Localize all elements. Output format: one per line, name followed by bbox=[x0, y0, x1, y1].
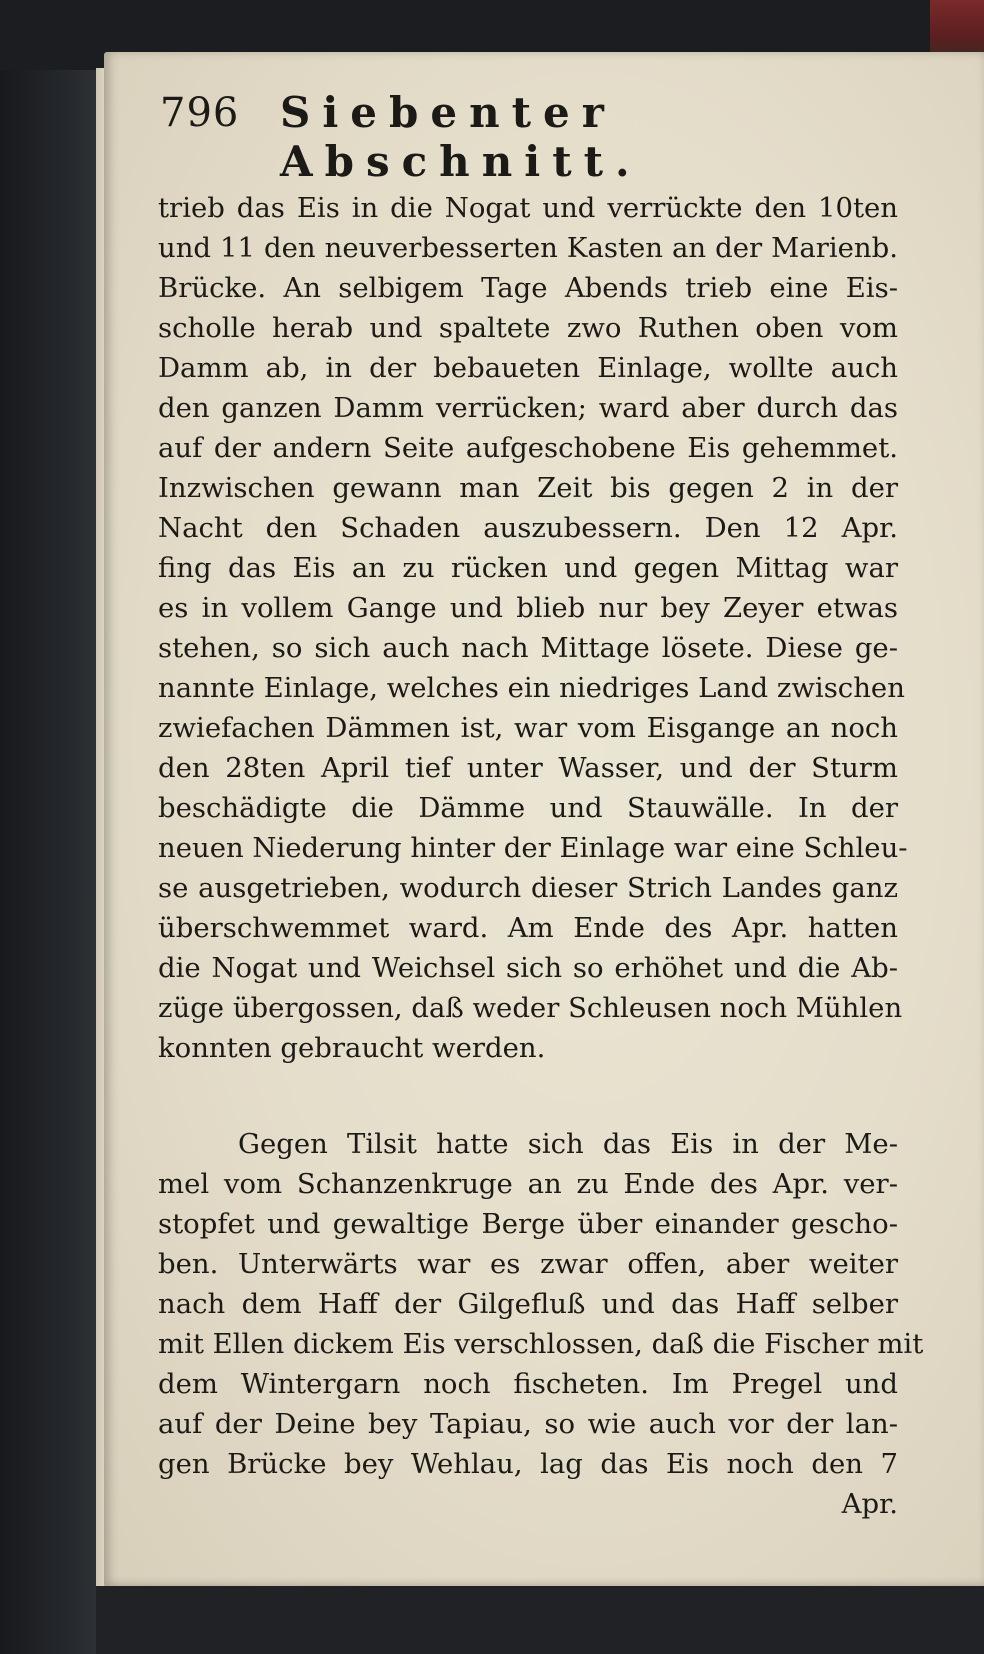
page-header bbox=[160, 78, 860, 186]
text-line: gen Brücke bey Wehlau, lag das Eis noch den 7 bbox=[158, 1448, 898, 1480]
text-line: stehen, so sich auch nach Mittage lösete. Diese ge- bbox=[158, 632, 898, 664]
text-line: überschwemmet ward. Am Ende des Apr. hatten bbox=[158, 912, 898, 944]
text-line: trieb das Eis in die Nogat und verrückte den 10ten bbox=[158, 192, 898, 224]
running-head: Siebenter Abschnitt. bbox=[280, 88, 642, 186]
text-line: neuen Niederung hinter der Einlage war eine Schleu- bbox=[158, 832, 908, 864]
paragraph-2 bbox=[158, 1124, 924, 1524]
text-line: Gegen Tilsit hatte sich das Eis in der Me- bbox=[238, 1128, 898, 1160]
text-line: fing das Eis an zu rücken und gegen Mittag war bbox=[158, 552, 898, 584]
text-line: Damm ab, in der bebaueten Einlage, wollte auch bbox=[158, 352, 898, 384]
text-line: dem Wintergarn noch fischeten. Im Pregel und bbox=[158, 1368, 898, 1400]
paragraph-1 bbox=[158, 188, 908, 1068]
text-line: zwiefachen Dämmen ist, war vom Eisgange an noch bbox=[158, 712, 898, 744]
book-cover-edge bbox=[930, 0, 984, 60]
text-line: auf der andern Seite aufgeschobene Eis gehemmet. bbox=[158, 432, 898, 464]
catchword: Apr. bbox=[841, 1488, 898, 1520]
page-body bbox=[158, 188, 924, 1524]
text-line: ben. Unterwärts war es zwar offen, aber weiter bbox=[158, 1248, 898, 1280]
text-line: Brücke. An selbigem Tage Abends trieb eine Eis- bbox=[158, 272, 898, 304]
text-line: nannte Einlage, welches ein niedriges Land zwischen bbox=[158, 672, 905, 704]
text-line: Inzwischen gewann man Zeit bis gegen 2 in der bbox=[158, 472, 898, 504]
text-line: nach dem Haff der Gilgefluß und das Haff selber bbox=[158, 1288, 898, 1320]
text-line: es in vollem Gange und blieb nur bey Zeyer etwas bbox=[158, 592, 898, 624]
text-line: konnten gebraucht werden. bbox=[158, 1032, 546, 1064]
background-bottom bbox=[96, 1586, 984, 1654]
text-line: züge übergossen, daß weder Schleusen noch Mühlen bbox=[158, 992, 903, 1024]
text-line: mel vom Schanzenkruge an zu Ende des Apr. ver- bbox=[158, 1168, 898, 1200]
text-line: Nacht den Schaden auszubessern. Den 12 Apr. bbox=[158, 512, 898, 544]
text-line: stopfet und gewaltige Berge über einander gescho- bbox=[158, 1208, 898, 1240]
text-line: beschädigte die Dämme und Stauwälle. In der bbox=[158, 792, 898, 824]
background-left bbox=[0, 0, 100, 1654]
text-line: se ausgetrieben, wodurch dieser Strich Landes ganz bbox=[158, 872, 898, 904]
text-line: auf der Deine bey Tapiau, so wie auch vor der lan- bbox=[158, 1408, 898, 1440]
page-number: 796 bbox=[160, 90, 240, 136]
text-line: den ganzen Damm verrücken; ward aber durch das bbox=[158, 392, 898, 424]
text-line: den 28ten April tief unter Wasser, und der Sturm bbox=[158, 752, 898, 784]
text-line: scholle herab und spaltete zwo Ruthen oben vom bbox=[158, 312, 898, 344]
text-line: mit Ellen dickem Eis verschlossen, daß die Fischer mit bbox=[158, 1328, 924, 1360]
text-line: und 11 den neuverbesserten Kasten an der Marienb. bbox=[158, 232, 898, 264]
text-line: die Nogat und Weichsel sich so erhöhet und die Ab- bbox=[158, 952, 898, 984]
